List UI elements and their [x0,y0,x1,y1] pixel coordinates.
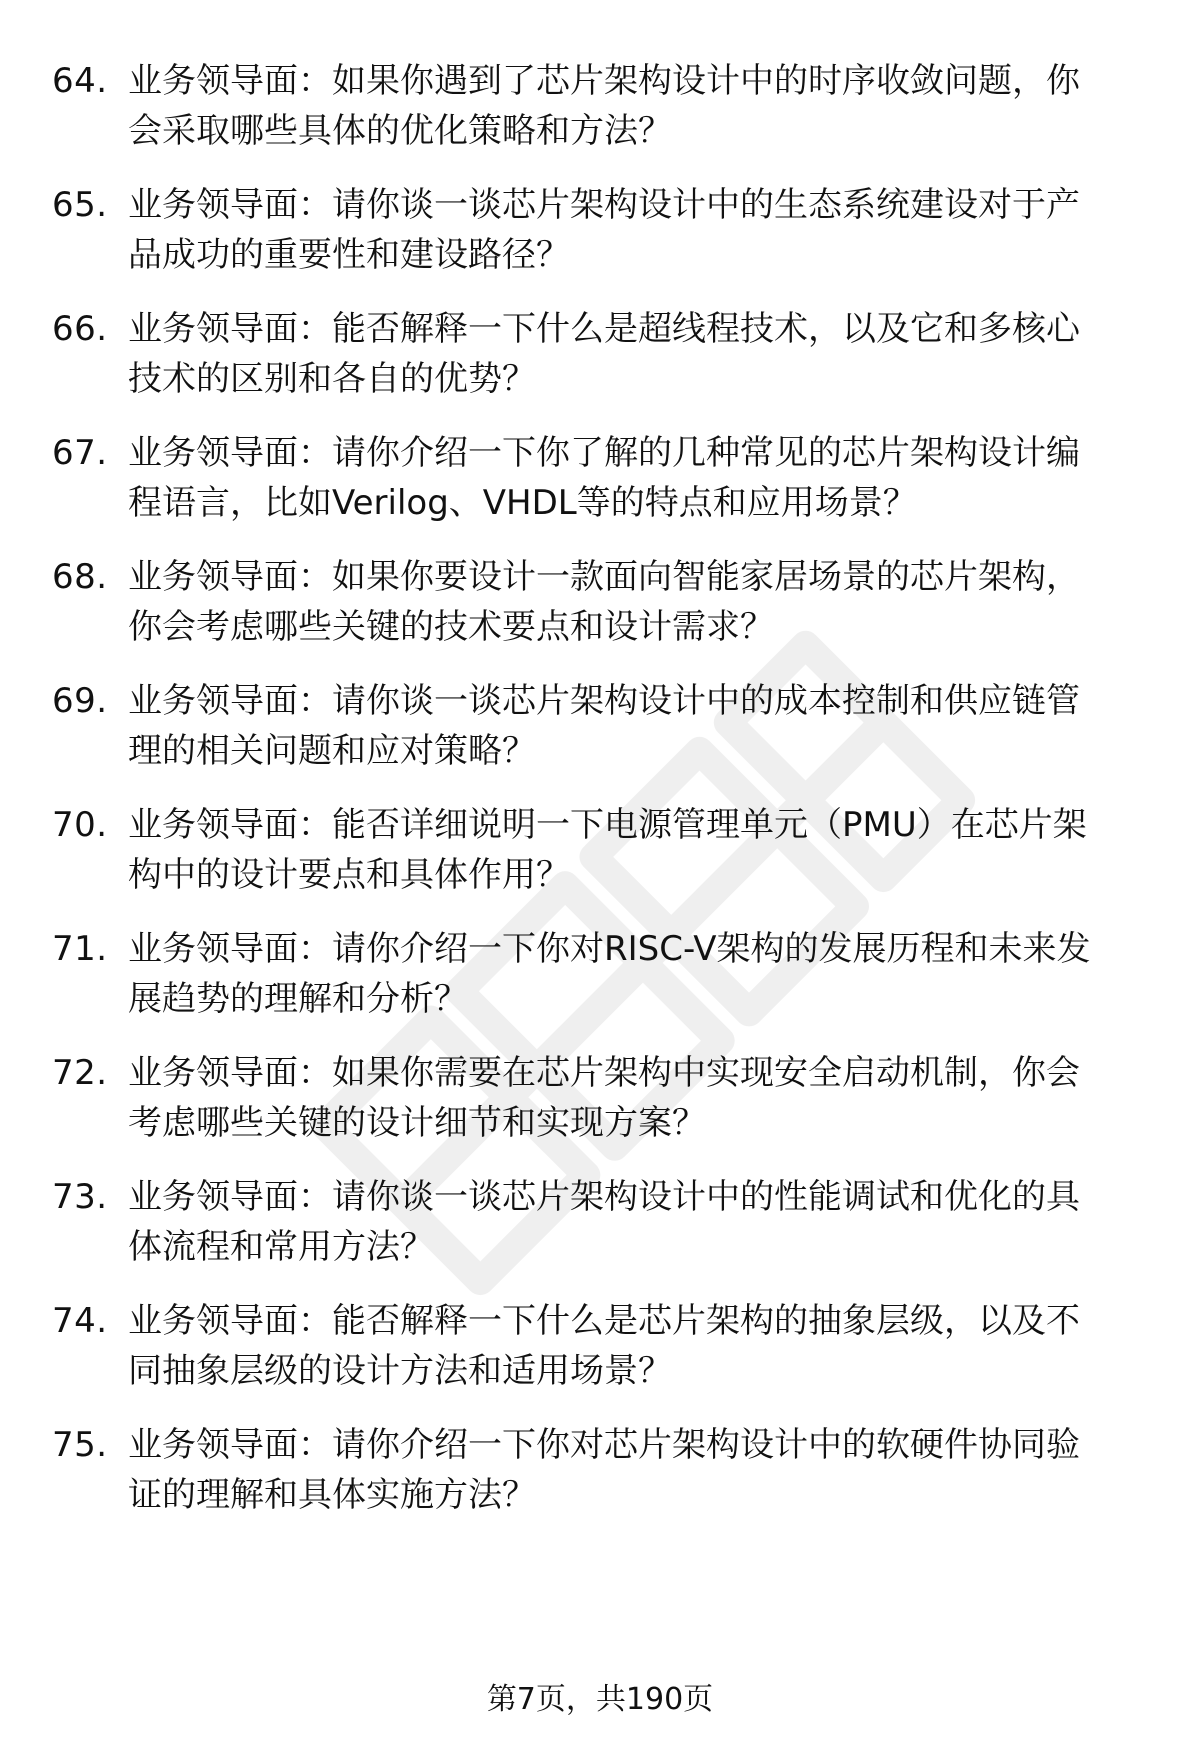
question-text: 业务领导面：请你谈一谈芯片架构设计中的生态系统建设对于产 品成功的重要性和建设路径？ [128,185,1080,275]
question-item [52,1048,1152,1148]
question-number: 68. [52,557,108,597]
question-number: 70. [52,805,108,845]
question-number: 66. [52,309,108,349]
page-footer: 第7页，共190页 [486,1682,714,1717]
question-number: 74. [52,1301,108,1341]
question-item [52,304,1152,404]
question-number: 75. [52,1425,108,1465]
question-item [52,1172,1152,1272]
question-text: 业务领导面：如果你要设计一款面向智能家居场景的芯片架构， 你会考虑哪些关键的技术要点和设计需求？ [128,557,1080,647]
question-text: 业务领导面：如果你遇到了芯片架构设计中的时序收敛问题，你 会采取哪些具体的优化策略和方法？ [128,61,1080,151]
question-number: 65. [52,185,108,225]
question-text: 业务领导面：能否详细说明一下电源管理单元（PMU）在芯片架 构中的设计要点和具体作用？ [128,805,1087,895]
question-text: 业务领导面：请你介绍一下你对芯片架构设计中的软硬件协同验 证的理解和具体实施方法？ [128,1425,1080,1515]
question-text: 业务领导面：能否解释一下什么是芯片架构的抽象层级，以及不 同抽象层级的设计方法和适用场景？ [128,1301,1080,1391]
question-text: 业务领导面：请你谈一谈芯片架构设计中的性能调试和优化的具 体流程和常用方法？ [128,1177,1080,1267]
question-item [52,676,1152,776]
question-number: 67. [52,433,108,473]
question-item [52,552,1152,652]
question-text: 业务领导面：请你谈一谈芯片架构设计中的成本控制和供应链管 理的相关问题和应对策略？ [128,681,1080,771]
question-text: 业务领导面：请你介绍一下你对RISC-V架构的发展历程和未来发 展趋势的理解和分析？ [128,929,1091,1019]
question-item [52,1296,1152,1396]
question-item [52,56,1152,156]
question-text: 业务领导面：能否解释一下什么是超线程技术，以及它和多核心 技术的区别和各自的优势？ [128,309,1080,399]
question-text: 业务领导面：请你介绍一下你了解的几种常见的芯片架构设计编 程语言，比如Verilog、VHDL等的特点和应用场景？ [128,433,1080,523]
question-item [52,1420,1152,1520]
question-number: 69. [52,681,108,721]
question-number: 72. [52,1053,108,1093]
question-number: 64. [52,61,108,101]
question-number: 73. [52,1177,108,1217]
question-number: 71. [52,929,108,969]
question-list [52,56,1152,1544]
question-item [52,180,1152,280]
question-item [52,428,1152,528]
question-item [52,800,1152,900]
question-item [52,924,1152,1024]
question-text: 业务领导面：如果你需要在芯片架构中实现安全启动机制，你会 考虑哪些关键的设计细节和实现方案？ [128,1053,1080,1143]
